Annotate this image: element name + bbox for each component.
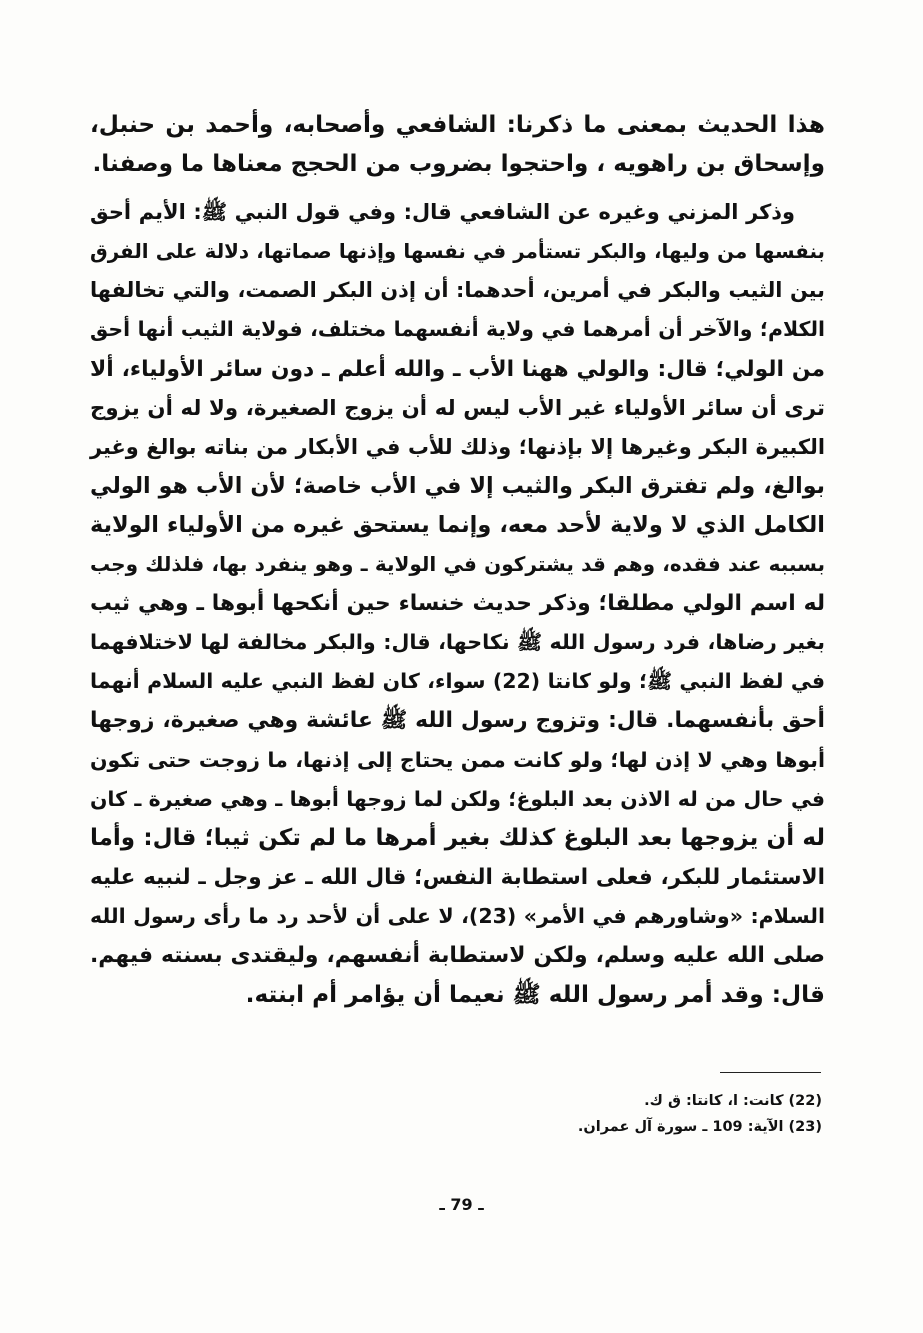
paragraph-1 <box>90 105 825 183</box>
text-line: وذكر المزني وغيره عن الشافعي قال: وفي قول النبي ﷺ: الأيم أحق <box>90 200 795 225</box>
text-line: في حال من له الاذن بعد البلوغ؛ ولكن لما زوجها أبوها ـ وهي صغيرة ـ كان <box>90 786 825 811</box>
page-number: ـ 79 ـ <box>439 1195 484 1214</box>
text-line: له أن يزوجها بعد البلوغ كذلك بغير أمرها ما لم تكن ثيبا؛ قال: وأما <box>90 824 825 851</box>
text-line: وإسحاق بن راهويه ، واحتجوا بضروب من الحجج معناها ما وصفنا. <box>92 150 825 178</box>
text-line: من الولي؛ قال: والولي ههنا الأب ـ والله أعلم ـ دون سائر الأولياء، ألا <box>90 356 825 382</box>
text-line: بنفسها من وليها، والبكر تستأمر في نفسها وإذنها صماتها، دلالة على الفرق <box>90 240 825 264</box>
text-line: الاستئمار للبكر، فعلى استطابة النفس؛ قال الله ـ عز وجل ـ لنبيه عليه <box>90 864 825 890</box>
text-line: بين الثيب والبكر في أمرين، أحدهما: أن إذن البكر الصمت، والتي تخالفها <box>90 278 825 303</box>
text-line: صلى الله عليه وسلم، ولكن لاستطابة أنفسهم، وليقتدى بسنته فيهم. <box>90 942 825 968</box>
footnotes <box>300 1088 822 1140</box>
main-text-block <box>90 105 825 1024</box>
text-line: له اسم الولي مطلقا؛ وذكر حديث خنساء حين أنكحها أبوها ـ وهي ثيب <box>90 591 825 617</box>
text-line: السلام: «وشاورهم في الأمر» (23)، لا على أن لأحد رد ما رأى رسول الله <box>90 903 825 928</box>
text-line: قال: وقد أمر رسول الله ﷺ نعيما أن يؤامر أم ابنته. <box>245 981 825 1009</box>
text-line: الكامل الذي لا ولاية لأحد معه، وإنما يستحق غيره من الأولياء الولاية <box>90 511 825 538</box>
text-line: بسببه عند فقده، وهم قد يشتركون في الولاية ـ وهو ينفرد بها، فلذلك وجب <box>90 552 825 577</box>
text-line: بغير رضاها، فرد رسول الله ﷺ نكاحها، قال: والبكر مخالفة لها لاختلافهما <box>90 630 825 655</box>
text-line: الكلام؛ والآخر أن أمرهما في ولاية أنفسهما مختلف، فولاية الثيب أنها أحق <box>90 317 825 342</box>
text-line: ترى أن سائر الأولياء غير الأب ليس له أن يزوج الصغيرة، ولا له أن يزوج <box>90 395 825 421</box>
text-line: بوالغ، ولم تفترق البكر والثيب إلا في الأب خاصة؛ لأن الأب هو الولي <box>90 472 825 499</box>
text-line: الكبيرة البكر وغيرها إلا بإذنها؛ وذلك للأب في الأبكار من بناته بوالغ وغير <box>90 434 825 459</box>
footnote-22: (22) كانت: ا، كانتا: ق ك. <box>644 1093 822 1109</box>
footnote-23: (23) الآية: 109 ـ سورة آل عمران. <box>577 1119 822 1135</box>
text-line: أبوها وهي لا إذن لها؛ ولو كانت ممن يحتاج إلى إذنها، ما زوجت حتى تكون <box>90 747 825 772</box>
text-line: هذا الحديث بمعنى ما ذكرنا: الشافعي وأصحابه، وأحمد بن حنبل، <box>90 111 825 138</box>
footnote-separator <box>720 1072 821 1073</box>
text-line: في لفظ النبي ﷺ؛ ولو كانتا (22) سواء، كان لفظ النبي عليه السلام أنهما <box>90 669 825 694</box>
text-line: أحق بأنفسهما. قال: وتزوج رسول الله ﷺ عائشة وهي صغيرة، زوجها <box>90 708 825 734</box>
paragraph-2 <box>90 193 825 1014</box>
